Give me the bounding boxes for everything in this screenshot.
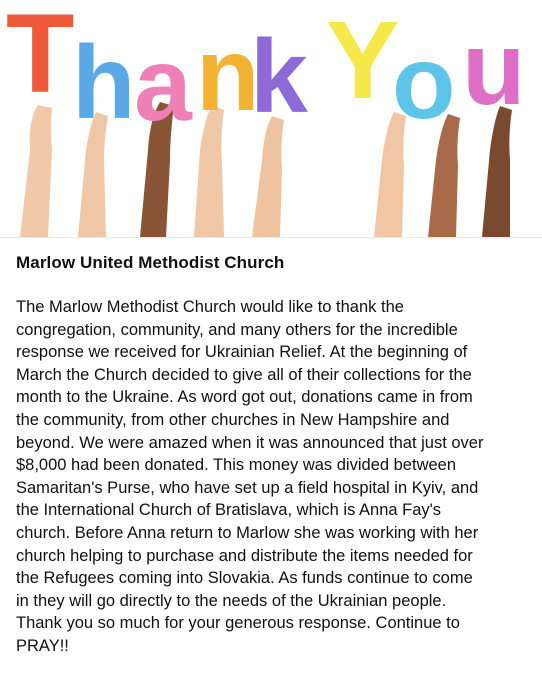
- body-line: church helping to purchase and distribute the items needed for: [16, 546, 473, 565]
- post-content: [0, 238, 542, 658]
- body-line: Thank you so much for your generous response. Continue to: [16, 614, 460, 633]
- body-line: congregation, community, and many others for the incredible: [16, 320, 458, 339]
- letter-a: a: [134, 27, 192, 143]
- letter-u: u: [462, 11, 526, 127]
- body-line: PRAY!!: [16, 636, 69, 655]
- body-line: the International Church of Bratislava, which is Anna Fay's: [16, 501, 442, 520]
- post-title: Marlow United Methodist Church: [16, 253, 285, 272]
- letter-o: o: [392, 25, 456, 141]
- letter-t: T: [6, 0, 75, 116]
- letter-h: h: [72, 25, 136, 141]
- thank-you-letters: [6, 0, 526, 143]
- body-line: in they will go directly to the needs of the Ukrainian people.: [16, 591, 447, 610]
- body-line: response we received for Ukrainian Relief. At the beginning of: [16, 343, 468, 362]
- body-line: The Marlow Methodist Church would like to thank the: [16, 298, 404, 316]
- body-line: beyond. We were amazed when it was announced that just over: [16, 433, 484, 452]
- letter-n: n: [196, 17, 260, 133]
- letter-y: Y: [326, 0, 400, 122]
- body-line: the community, from other churches in New Hampshire and: [16, 410, 450, 429]
- body-line: church. Before Anna return to Marlow she was working with her: [16, 523, 479, 542]
- body-line: March the Church decided to give all of their collections for the: [16, 365, 472, 384]
- post-body: [16, 296, 526, 658]
- thank-you-image: [0, 0, 542, 238]
- body-line: month to the Ukraine. As word got out, donations came in from: [16, 388, 473, 407]
- body-line: Samaritan's Purse, who have set up a field hospital in Kyiv, and: [16, 478, 479, 497]
- letter-k: k: [250, 19, 308, 135]
- body-line: $8,000 had been donated. This money was divided between: [16, 456, 457, 475]
- body-line: the Refugees coming into Slovakia. As funds continue to come: [16, 569, 473, 588]
- thank-you-illustration: [0, 0, 542, 237]
